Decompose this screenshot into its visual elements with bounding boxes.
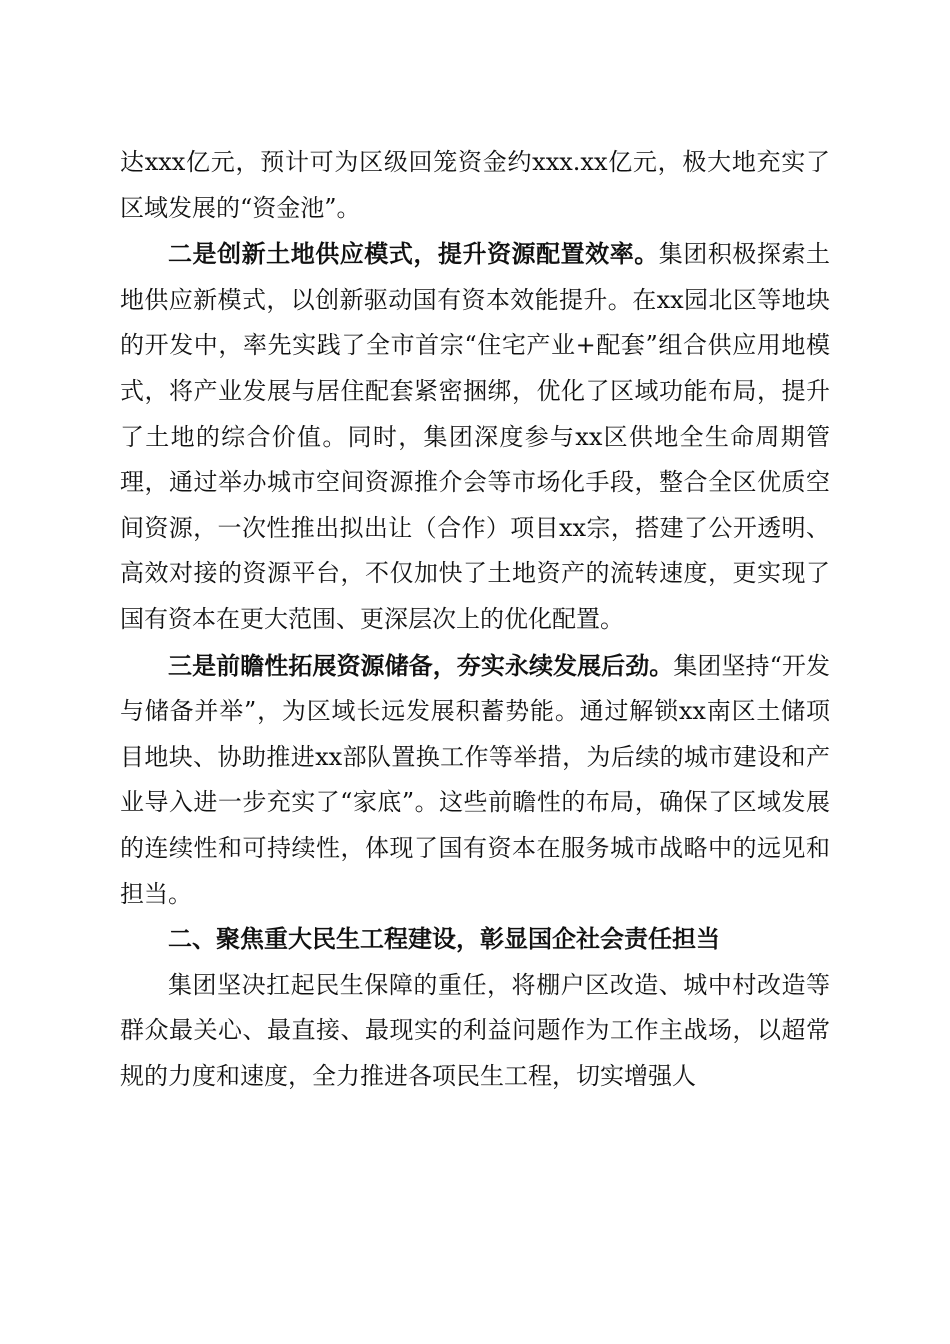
document-body: [120, 140, 830, 1099]
paragraph-text: 集团坚持“开发与储备并举”，为区域长远发展积蓄势能。通过解锁xx南区土储项目地块、协助推进xx部队置换工作等举措，为后续的城市建设和产业导入进一步充实了“家底”。这些前瞻性的布局，确保了区域发展的连续性和可持续性，体现了国有资本在服务城市战略中的远见和担当。: [120, 651, 830, 908]
paragraph-resource-reserve: [120, 643, 830, 918]
paragraph-text: 集团积极探索土地供应新模式，以创新驱动国有资本效能提升。在xx园北区等地块的开发中，率先实践了全市首宗“住宅产业+配套”组合供应用地模式，将产业发展与居住配套紧密捆绑，优化了区域功能布局，提升了土地的综合价值。同时，集团深度参与xx区供地全生命周期管理，通过举办城市空间资源推介会等市场化手段，整合全区优质空间资源，一次性推出拟出让（合作）项目xx宗，搭建了公开透明、高效对接的资源平台，不仅加快了土地资产的流转速度，更实现了国有资本在更大范围、更深层次上的优化配置。: [120, 240, 831, 633]
paragraph-lead: 三是前瞻性拓展资源储备，夯实永续发展后劲。: [168, 650, 674, 680]
section-heading: 二、聚焦重大民生工程建设，彰显国企社会责任担当: [168, 925, 720, 954]
paragraph-land-supply: [120, 231, 830, 642]
paragraph-livelihood: [120, 963, 830, 1100]
paragraph-text: 集团坚决扛起民生保障的重任，将棚户区改造、城中村改造等群众最关心、最直接、最现实的利益问题作为工作主战场，以超常规的力度和速度，全力推进各项民生工程，切实增强人: [120, 970, 830, 1090]
paragraph-lead: 二是创新土地供应模式，提升资源配置效率。: [168, 239, 659, 269]
paragraph-text: 达xxx亿元，预计可为区级回笼资金约xxx.xx亿元，极大地充实了区域发展的“资金池”。: [120, 148, 830, 222]
paragraph-continuation: [120, 140, 830, 231]
